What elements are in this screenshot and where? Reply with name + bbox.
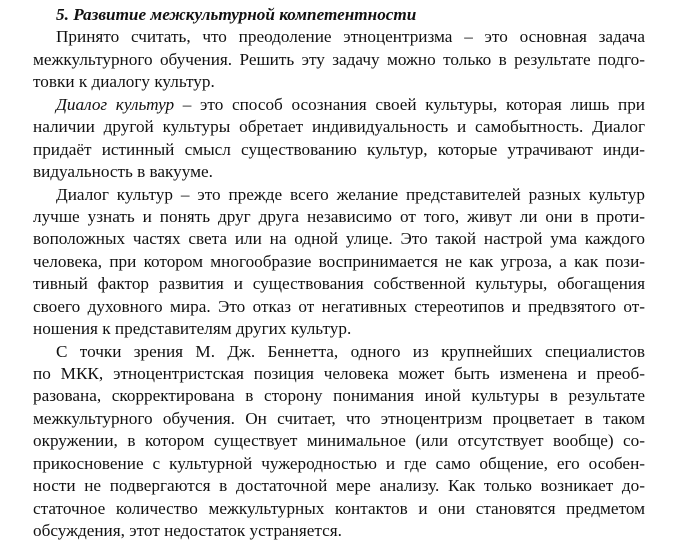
text-line: тивный фактор развития и существования собственной культуры, обогащения	[33, 274, 645, 294]
paragraph	[33, 341, 645, 543]
italic-term: Диалог культур	[56, 94, 175, 114]
text-line: Принято считать, что преодоление этноцентризма – это основная задача	[56, 27, 645, 47]
text-line: обсуждения, этот недостаток устраняется.	[33, 521, 342, 541]
text-line: по МКК, этноцентристская позиция человека может быть изменена и преоб-	[33, 364, 645, 383]
text-line: С точки зрения М. Дж. Беннетта, одного из крупнейших специалистов	[56, 341, 645, 361]
text-run: – это способ осознания своей культуры, которая лишь при	[174, 94, 646, 114]
text-line: статочное количество межкультурных контактов и они становятся предметом	[33, 498, 645, 518]
text-line: межкультурного обучения. Решить эту задачу можно только в результате подго-	[33, 49, 645, 69]
text-line: наличии другой культуры обретает индивидуальность и самобытность. Диалог	[33, 117, 645, 137]
text-line: межкультурного обучения. Он считает, что этноцентризм процветает в таком	[33, 408, 645, 428]
section-heading: 5. Развитие межкультурной компетентности	[56, 5, 417, 24]
text-line: ности не подвергаются в достаточной мере анализу. Как только возникает до-	[33, 476, 645, 496]
text-line: Диалог культур – это прежде всего желание представителей разных культур	[56, 184, 645, 204]
text-line: своего духовного мира. Это отказ от негативных стереотипов и предвзятого от-	[33, 296, 645, 316]
text-line: человека, при котором многообразие воспринимается не как угроза, а как пози-	[33, 251, 645, 271]
text-line: разована, скорректирована в сторону понимания иной культуры в результате	[33, 386, 645, 406]
text-line: воположных частях света или на одной улице. Это такой настрой ума каждого	[33, 229, 645, 249]
paragraph	[33, 94, 645, 184]
document-page	[33, 4, 645, 543]
text-line: ношения к представителям других культур.	[33, 319, 352, 339]
text-line: товки к диалогу культур.	[33, 72, 215, 92]
paragraph	[33, 26, 645, 93]
text-line: лучше узнать и понять друг друга независимо от того, живут ли они в проти-	[33, 206, 645, 226]
text-line	[33, 94, 645, 116]
text-line: придаёт истинный смысл существованию культур, которые утрачивают инди-	[33, 139, 645, 159]
text-line: прикосновение с культурной чужеродностью и где само общение, его особен-	[33, 453, 645, 473]
text-line: окружении, в котором существует минимальное (или отсутствует вообще) со-	[33, 431, 645, 451]
paragraph	[33, 184, 645, 341]
text-line: видуальность в вакууме.	[33, 162, 213, 182]
